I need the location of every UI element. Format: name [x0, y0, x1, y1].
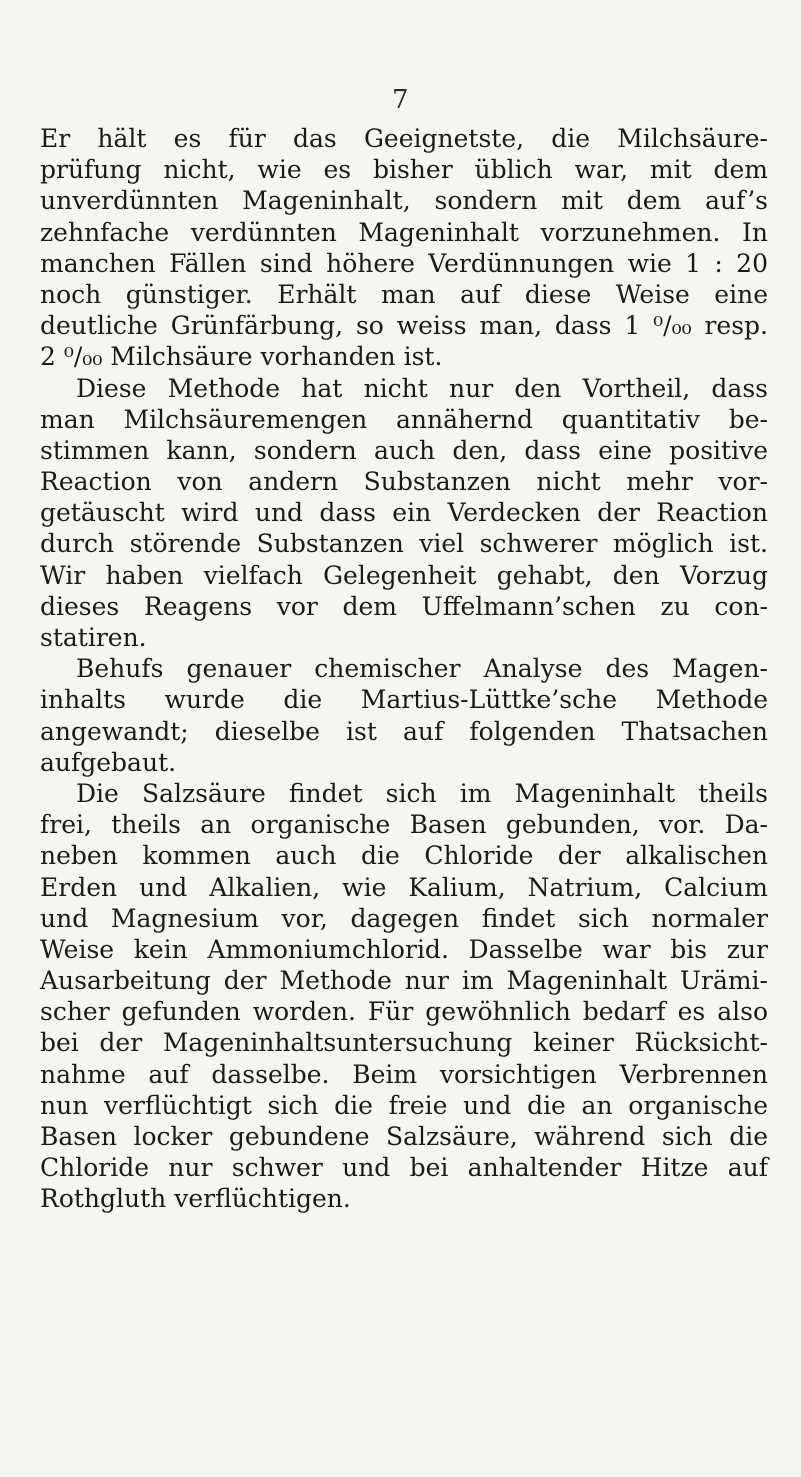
- text-line: statiren.: [40, 623, 147, 652]
- text-line: Chloride nur schwer und bei anhaltender Hitze auf: [40, 1153, 768, 1183]
- text-line: nun verflüchtigt sich die freie und die an organische: [40, 1090, 768, 1120]
- text-line: dieses Reagens vor dem Uffelmann’schen zu con-: [40, 591, 768, 621]
- text-line: deutliche Grünfärbung, so weiss man, dass 1 ⁰/₀₀ resp.: [40, 311, 768, 341]
- text-line: getäuscht wird und dass ein Verdecken der Reaction: [40, 498, 768, 528]
- text-line: Basen locker gebundene Salzsäure, während sich die: [40, 1122, 768, 1151]
- text-line: angewandt; dieselbe ist auf folgenden Thatsachen: [40, 716, 768, 746]
- text-line: scher gefunden worden. Für gewöhnlich bedarf es also: [40, 997, 768, 1027]
- text-line: bei der Mageninhaltsuntersuchung keiner Rücksicht-: [40, 1028, 768, 1058]
- text-line: prüfung nicht, wie es bisher üblich war, mit dem: [40, 155, 768, 185]
- text-line: unverdünnten Mageninhalt, sondern mit dem auf’s: [40, 186, 768, 216]
- body-text: [40, 123, 768, 1215]
- text-line: 2 ⁰/₀₀ Milchsäure vorhanden ist.: [40, 342, 443, 372]
- text-line: aufgebaut.: [40, 747, 177, 777]
- text-line: Wir haben vielfach Gelegenheit gehabt, den Vorzug: [40, 560, 768, 590]
- paragraph-salzsaeure: [40, 778, 768, 1215]
- text-line: Die Salzsäure findet sich im Mageninhalt theils: [76, 778, 768, 808]
- text-line: Reaction von andern Substanzen nicht mehr vor-: [40, 467, 768, 497]
- text-line: zehnfache verdünnten Mageninhalt vorzunehmen. In: [40, 217, 768, 247]
- text-line: Weise kein Ammoniumchlorid. Dasselbe war bis zur: [40, 934, 768, 964]
- text-line: Diese Methode hat nicht nur den Vortheil, dass: [76, 373, 768, 403]
- text-line: Behufs genauer chemischer Analyse des Magen-: [76, 654, 768, 684]
- text-line: nahme auf dasselbe. Beim vorsichtigen Verbrennen: [40, 1059, 768, 1089]
- text-line: man Milchsäuremengen annähernd quantitativ be-: [40, 404, 768, 434]
- text-line: noch günstiger. Erhält man auf diese Weise eine: [40, 279, 768, 309]
- paragraph-chemische-analyse: [40, 653, 768, 778]
- text-line: Rothgluth verflüchtigen.: [40, 1184, 351, 1214]
- text-line: Erden und Alkalien, wie Kalium, Natrium, Calcium: [40, 872, 768, 902]
- text-line: inhalts wurde die Martius-Lüttke’sche Methode: [40, 685, 768, 715]
- text-line: und Magnesium vor, dagegen findet sich normaler: [40, 903, 768, 933]
- text-line: Er hält es für das Geeignetste, die Milchsäure-: [40, 124, 768, 153]
- text-line: durch störende Substanzen viel schwerer möglich ist.: [40, 529, 768, 559]
- text-line: frei, theils an organische Basen gebunden, vor. Da-: [40, 810, 768, 840]
- text-line: stimmen kann, sondern auch den, dass eine positive: [40, 435, 768, 465]
- text-line: manchen Fällen sind höhere Verdünnungen wie 1 : 20: [40, 248, 768, 278]
- text-line: Ausarbeitung der Methode nur im Mageninhalt Urämi-: [40, 966, 768, 996]
- paragraph-methode-vortheil: [40, 373, 768, 654]
- paragraph-milchsaeurepruefung: [40, 123, 768, 373]
- page-number: 7: [392, 85, 409, 115]
- text-line: neben kommen auch die Chloride der alkalischen: [40, 841, 768, 871]
